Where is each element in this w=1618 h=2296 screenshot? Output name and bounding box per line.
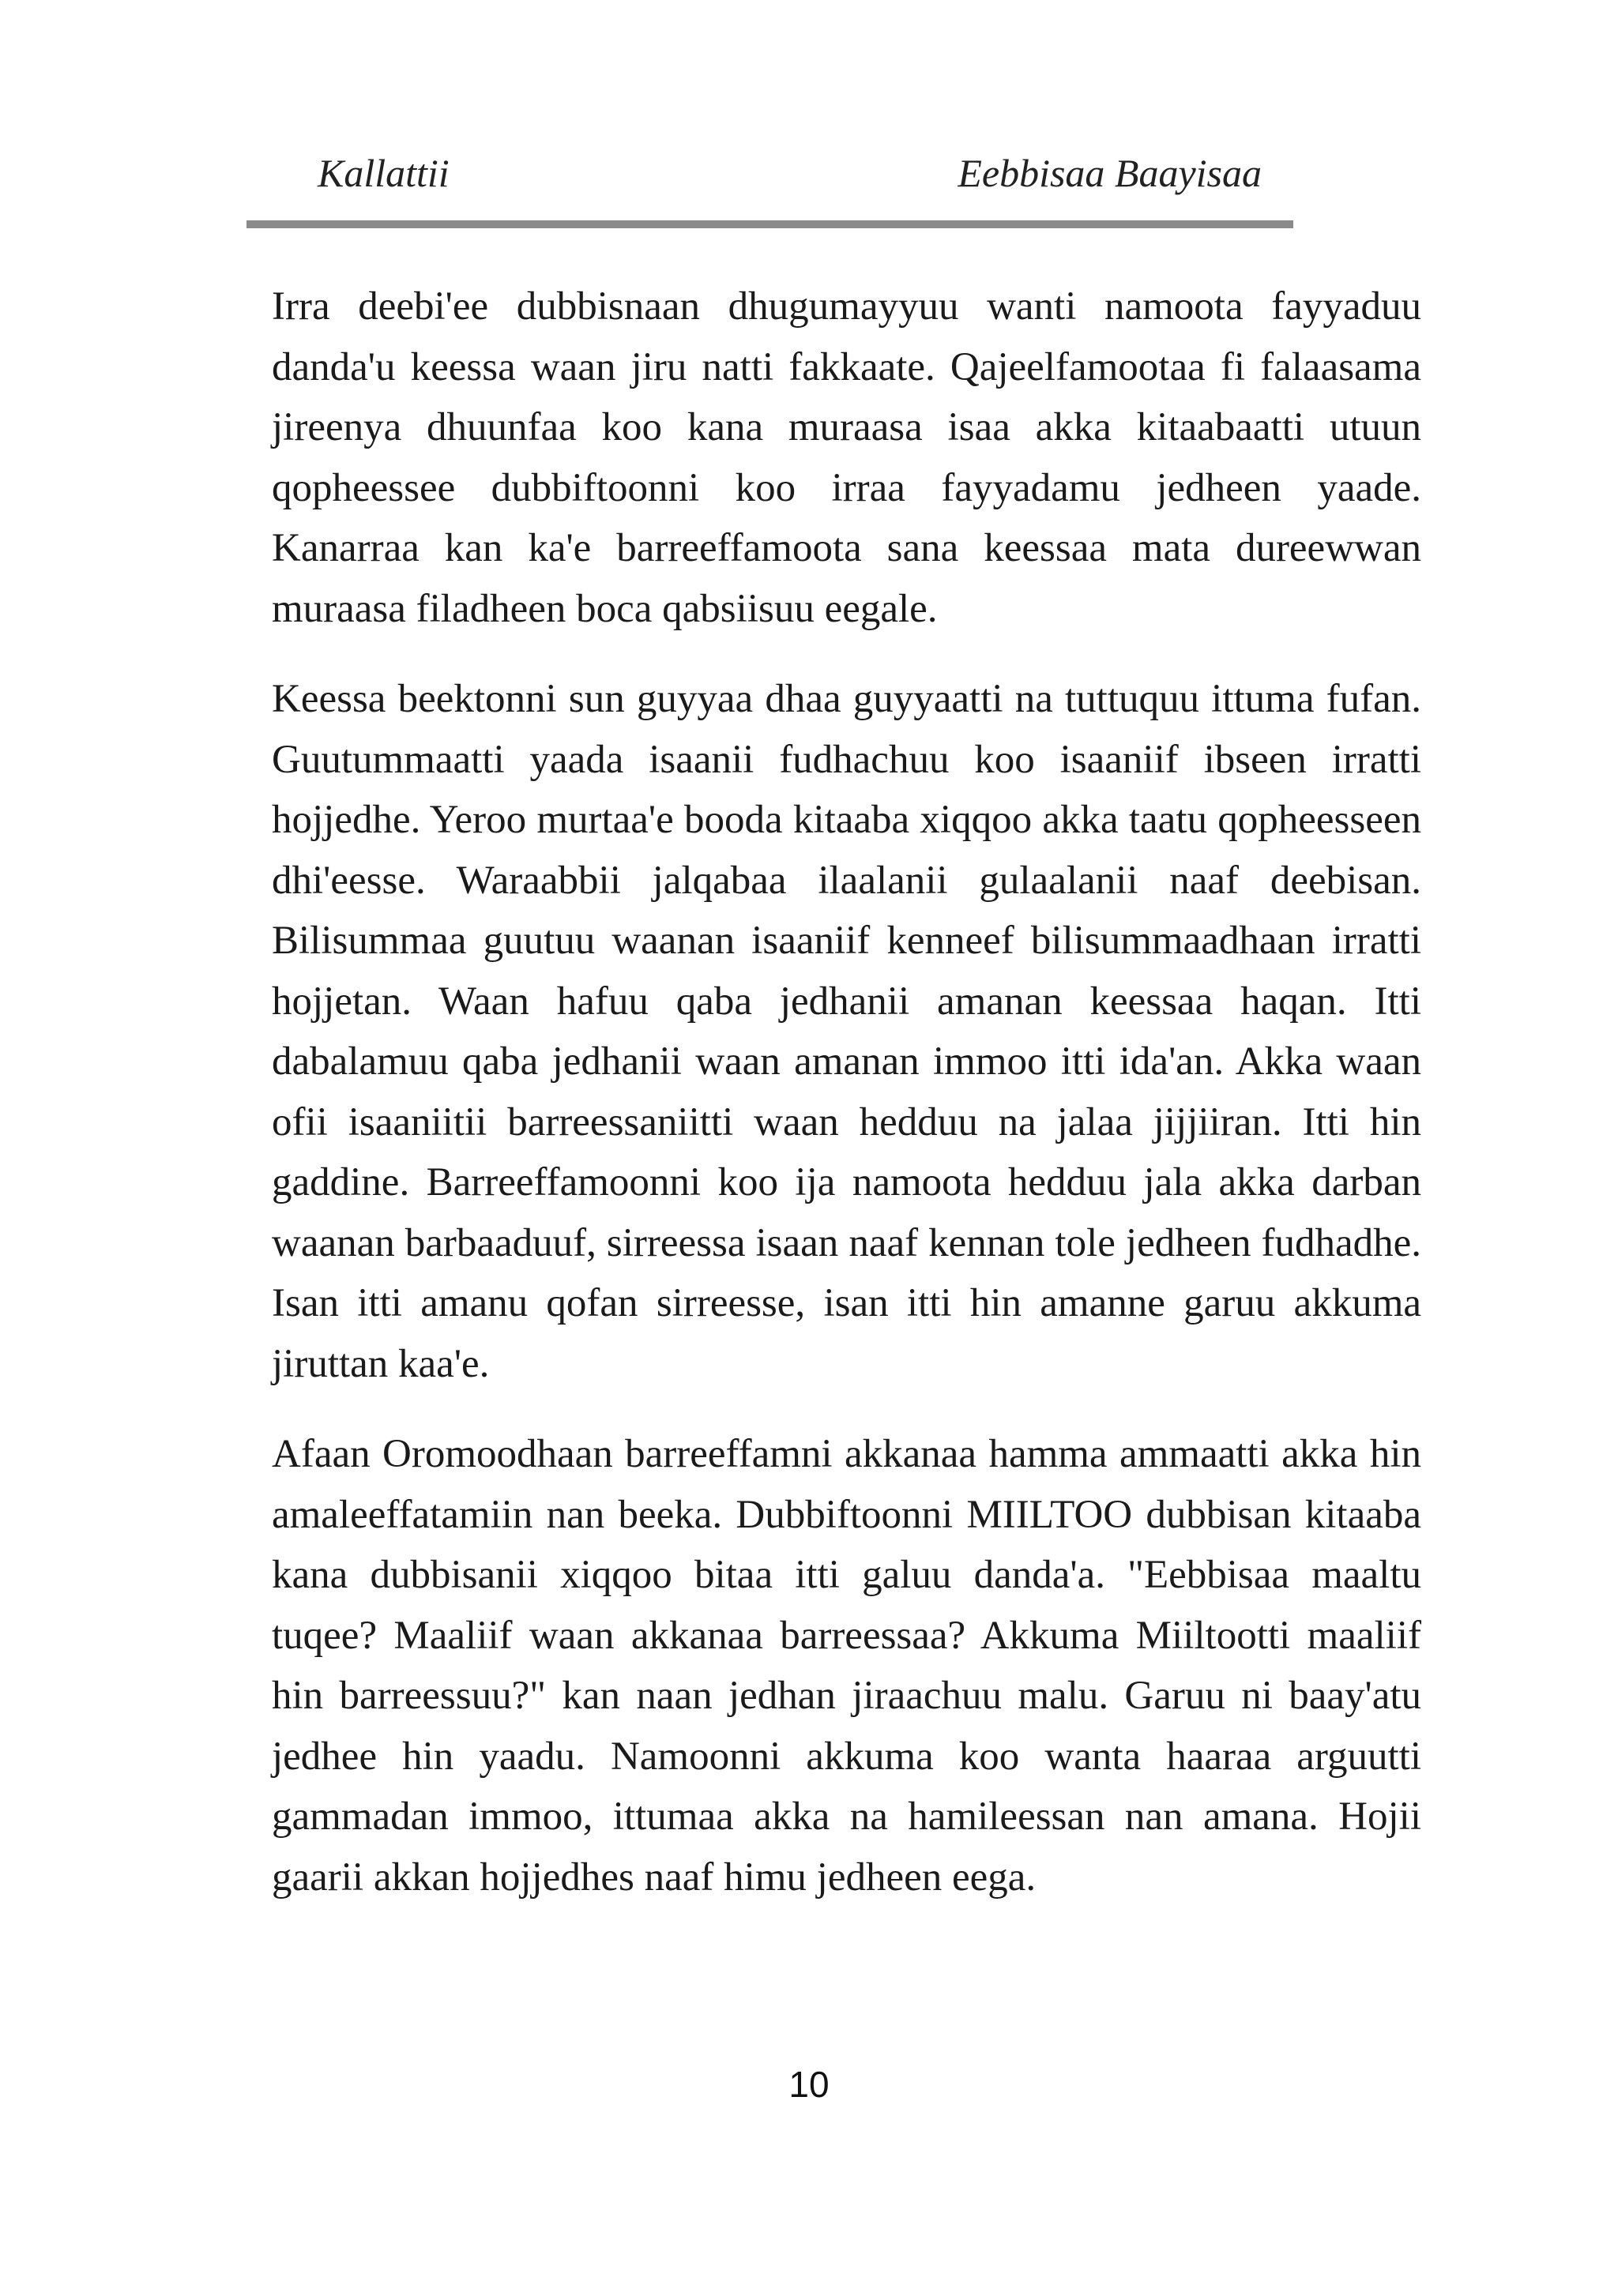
page-number: 10 [788,2064,830,2105]
header-divider [246,220,1293,228]
paragraph: Keessa beektonni sun guyyaa dhaa guyyaatti na tuttuquu ittuma fufan. Guutummaatti yaada isaanii fudhachuu koo isaaniif ibseen irratti hojjedhe. Yeroo murtaa'e booda kitaaba xiqqoo akka taatu qopheesseen dhi'eesse. Waraabbii jalqabaa ilaalanii gulaalanii naaf deebisan. Bilisummaa guutuu waanan isaaniif kenneef bilisummaadhaan irratti hojjetan. Waan hafuu qaba jedhanii amanan keessaa haqan. Itti dabalamuu qaba jedhanii waan amanan immoo itti ida'an. Akka waan ofii isaaniitii barreessaniitti waan hedduu na jalaa jijjiiran. Itti hin gaddine. Barreeffamoonni koo ija namoota hedduu jala akka darban waanan barbaaduuf, sirreessa isaan naaf kennan tole jedheen fudhadhe. Isan itti amanu qofan sirreesse, isan itti hin amanne garuu akkuma jiruttan kaa'e. [272,677,1421,1386]
header-book-title: Kallattii [318,151,450,195]
paragraph: Afaan Oromoodhaan barreeffamni akkanaa hamma ammaatti akka hin amaleeffatamiin nan beeka. Dubbiftoonni MIILTOO dubbisan kitaaba kana dubbisanii xiqqoo bitaa itti galuu danda'a. "Eebbisaa maaltu tuqee? Maaliif waan akkanaa barreessaa? Akkuma Miiltootti maaliif hin barreessuu?" kan naan jedhan jiraachuu malu. Garuu ni baay'atu jedhee hin yaadu. Namoonni akkuma koo wanta haaraa arguutti gammadan immoo, ittumaa akka na hamileessan nan amana. Hojii gaarii akkan hojjedhes naaf himu jedheen eega. [272,1432,1421,1900]
header-author-name: Eebbisaa Baayisaa [958,151,1262,195]
paragraph: Irra deebi'ee dubbisnaan dhugumayyuu wanti namoota fayyaduu danda'u keessa waan jiru natti fakkaate. Qajeelfamootaa fi falaasama jireenya dhuunfaa koo kana muraasa isaa akka kitaabaatti utuun qopheessee dubbiftoonni koo irraa fayyadamu jedheen yaade. Kanarraa kan ka'e barreeffamoota sana keessaa mata dureewwan muraasa filadheen boca qabsiisuu eegale. [272,284,1421,631]
running-header [318,150,1262,205]
body-text [272,276,1421,1937]
